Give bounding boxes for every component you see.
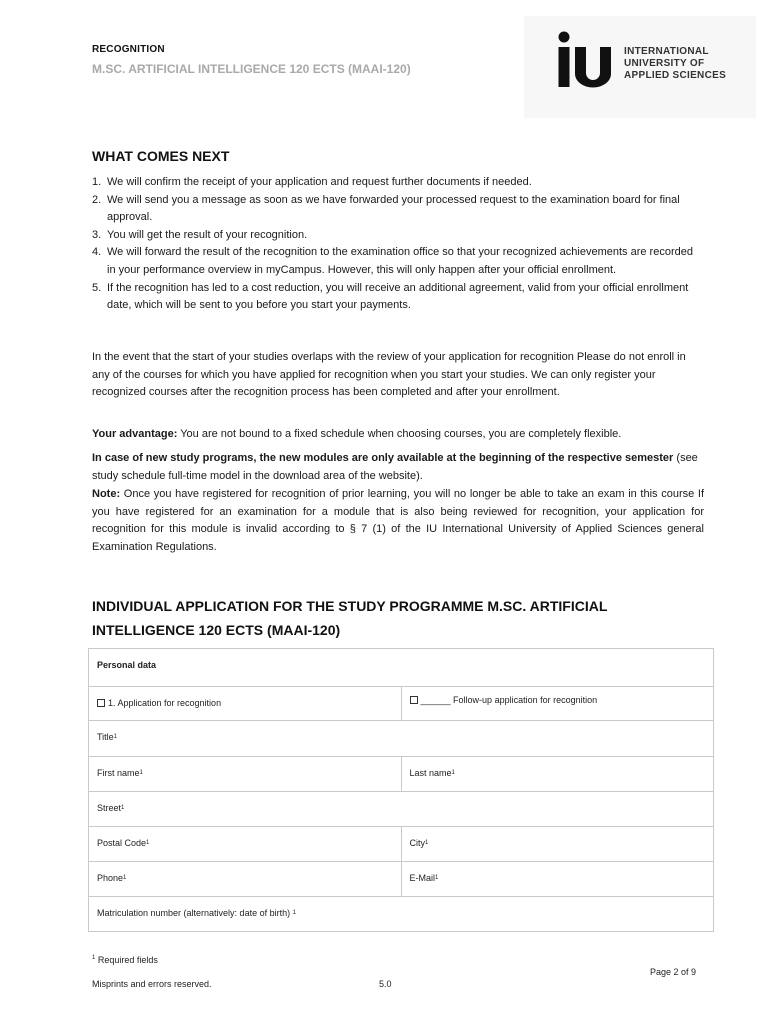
iu-logo bbox=[524, 16, 756, 118]
address-row bbox=[89, 826, 713, 861]
misprints-notice: Misprints and errors reserved. bbox=[92, 979, 212, 989]
required-fields-footnote: $^1$ Required fields bbox=[92, 955, 158, 965]
email-field[interactable]: E-Mail$^1$ bbox=[401, 862, 714, 896]
name-row bbox=[89, 756, 713, 791]
note-paragraph: Note: Once you have registered for recognition of prior learning, you will no longer be able to take an exam in this course If you have registered for an examination for a module that is also being reviewed for recognition, your application for recognition for this module is invalid according to § 7 (1) of the IU International University of Applied Sciences general Examination Regulations. bbox=[92, 488, 704, 553]
application-heading: INDIVIDUAL APPLICATION FOR THE STUDY PROGRAMME M.SC. ARTIFICIAL INTELLIGENCE 120 ECTS (MAAI-120) bbox=[92, 598, 608, 638]
document-title: M.SC. ARTIFICIAL INTELLIGENCE 120 ECTS (MAAI-120) bbox=[92, 62, 411, 76]
city-field[interactable]: City$^1$ bbox=[401, 827, 714, 861]
street-row bbox=[89, 791, 713, 826]
followup-application-option[interactable]: ______ Follow-up application for recognition bbox=[401, 687, 714, 720]
last-name-field[interactable]: Last name$^1$ bbox=[401, 757, 714, 791]
new-programs-paragraph: In case of new study programs, the new modules are only available at the beginning of the respective semester (see study schedule full-time model in the download area of the website). bbox=[92, 452, 698, 482]
list-item: 1. We will confirm the receipt of your application and request further documents if needed. bbox=[92, 176, 532, 188]
contact-row bbox=[89, 861, 713, 896]
form-section-row bbox=[89, 649, 713, 686]
list-item: 3. You will get the result of your recognition. bbox=[92, 228, 308, 241]
title-row bbox=[89, 720, 713, 756]
checkbox-icon[interactable] bbox=[97, 699, 105, 707]
page-number: Page 2 of 9 bbox=[650, 967, 697, 977]
advantage-paragraph: Your advantage: You are not bound to a fixed schedule when choosing courses, you are completely flexible. bbox=[92, 428, 622, 440]
overlap-paragraph: In the event that the start of your studies overlaps with the review of your application for recognition Please do not enroll in any of the courses for which you have applied for recognition when you start your studies. We can only register your recognized courses after the recognition process has been completed and after your enrollment. bbox=[92, 351, 686, 399]
iu-logo-mark bbox=[558, 30, 614, 88]
list-item: 4. We will forward the result of the recognition to the examination office so that your recognized achievements are recorded in your performance overview in myCampus. However, this will only happen after your official enrollment. bbox=[92, 246, 693, 276]
first-application-option[interactable]: 1. Application for recognition bbox=[89, 687, 401, 720]
application-type-row bbox=[89, 686, 713, 720]
personal-data-form bbox=[88, 648, 714, 932]
postal-code-field[interactable]: Postal Code$^1$ bbox=[97, 838, 150, 848]
document-version: 5.0 bbox=[379, 979, 392, 989]
checkbox-icon[interactable] bbox=[410, 696, 418, 704]
title-field[interactable]: Title$^1$ bbox=[97, 732, 118, 742]
document-header bbox=[92, 44, 412, 78]
personal-data-label: Personal data bbox=[97, 660, 157, 670]
phone-field[interactable]: Phone$^1$ bbox=[97, 873, 127, 883]
logo-wordmark: INTERNATIONAL UNIVERSITY OF APPLIED SCIENCES bbox=[624, 46, 727, 81]
document-kicker: RECOGNITION bbox=[92, 44, 165, 55]
what-comes-next-heading: WHAT COMES NEXT bbox=[92, 148, 230, 164]
list-item: 2. We will send you a message as soon as we have forwarded your processed request to the examination board for final approval. bbox=[92, 193, 680, 224]
first-name-field[interactable]: First name$^1$ bbox=[97, 768, 143, 778]
matriculation-field[interactable]: Matriculation number (alternatively: date of birth) $^1$ bbox=[97, 908, 296, 918]
next-steps-list bbox=[92, 174, 704, 315]
matriculation-row bbox=[89, 896, 713, 931]
list-item: 5. If the recognition has led to a cost reduction, you will receive an additional agreement, valid from your official enrollment date, which will be sent to you before you start your payments. bbox=[92, 281, 689, 312]
street-field[interactable]: Street$^1$ bbox=[97, 803, 125, 813]
